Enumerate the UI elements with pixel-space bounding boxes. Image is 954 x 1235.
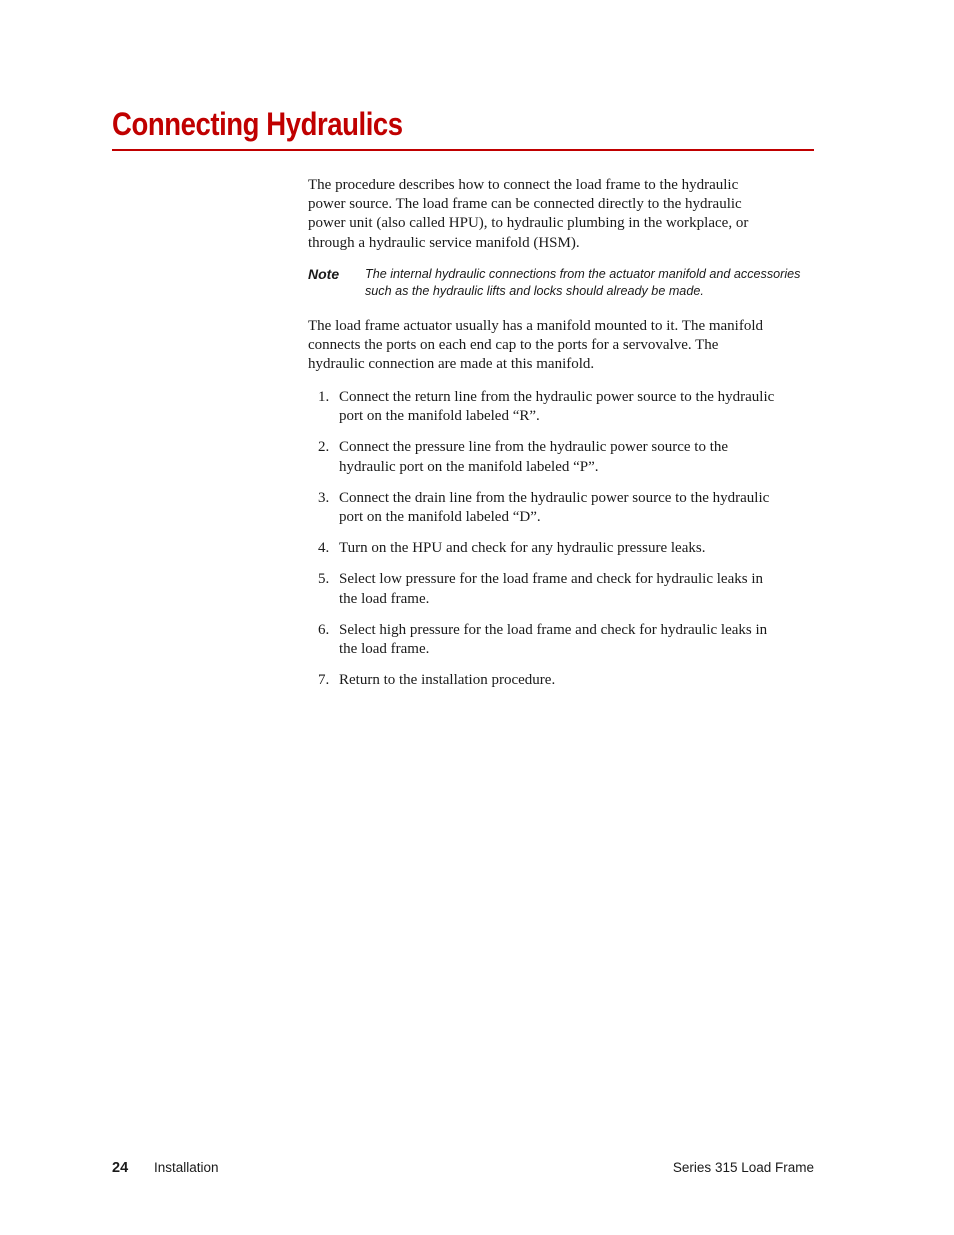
step-text: Select low pressure for the load frame and check for hydraulic leaks in the load frame. [339,571,763,607]
step-text: Connect the drain line from the hydraulic power source to the hydraulic port on the manifold labeled “D”. [339,489,770,526]
step-item [308,570,778,608]
step-number: 3. [318,489,330,506]
step-number: 2. [318,439,330,456]
step-item [308,489,778,527]
step-number: 6. [318,621,330,638]
step-text: Select high pressure for the load frame and check for hydraulic leaks in the load frame. [339,621,768,658]
note-text: The internal hydraulic connections from the actuator manifold and accessories such as the hydraulic lifts and locks should already be made. [365,267,801,298]
step-item [308,621,778,659]
step-number: 4. [318,540,330,557]
step-text: Turn on the HPU and check for any hydraulic pressure leaks. [339,540,706,557]
step-item [308,539,778,558]
page-footer [112,1158,814,1178]
intro-paragraph: The procedure describes how to connect the load frame to the hydraulic power source. The load frame can be connected directly to the hydraulic power unit (also called HPU), to hydraulic plumbing in the workplace, or through a hydraulic service manifold (HSM). [308,177,749,251]
title-rule [112,149,814,151]
step-item [308,438,778,476]
footer-document-title: Series 315 Load Frame [672,1160,814,1175]
note-label: Note [308,266,340,282]
step-item [308,388,778,426]
manifold-paragraph: The load frame actuator usually has a manifold mounted to it. The manifold connects the ports on each end cap to the ports for a servovalve. The hydraulic connection are made at this manifold. [308,318,764,373]
step-number: 7. [318,672,330,689]
page-number: 24 [112,1160,129,1176]
page-title: Connecting Hydraulics [112,106,403,142]
step-text: Connect the return line from the hydraulic power source to the hydraulic port on the manifold labeled “R”. [339,389,775,425]
footer-section: Installation [154,1160,219,1175]
step-item [308,671,778,690]
step-text: Return to the installation procedure. [339,672,556,689]
procedure-steps [308,388,778,702]
step-number: 5. [318,571,330,588]
step-number: 1. [318,389,330,405]
step-text: Connect the pressure line from the hydraulic power source to the hydraulic port on the manifold labeled “P”. [339,439,729,475]
